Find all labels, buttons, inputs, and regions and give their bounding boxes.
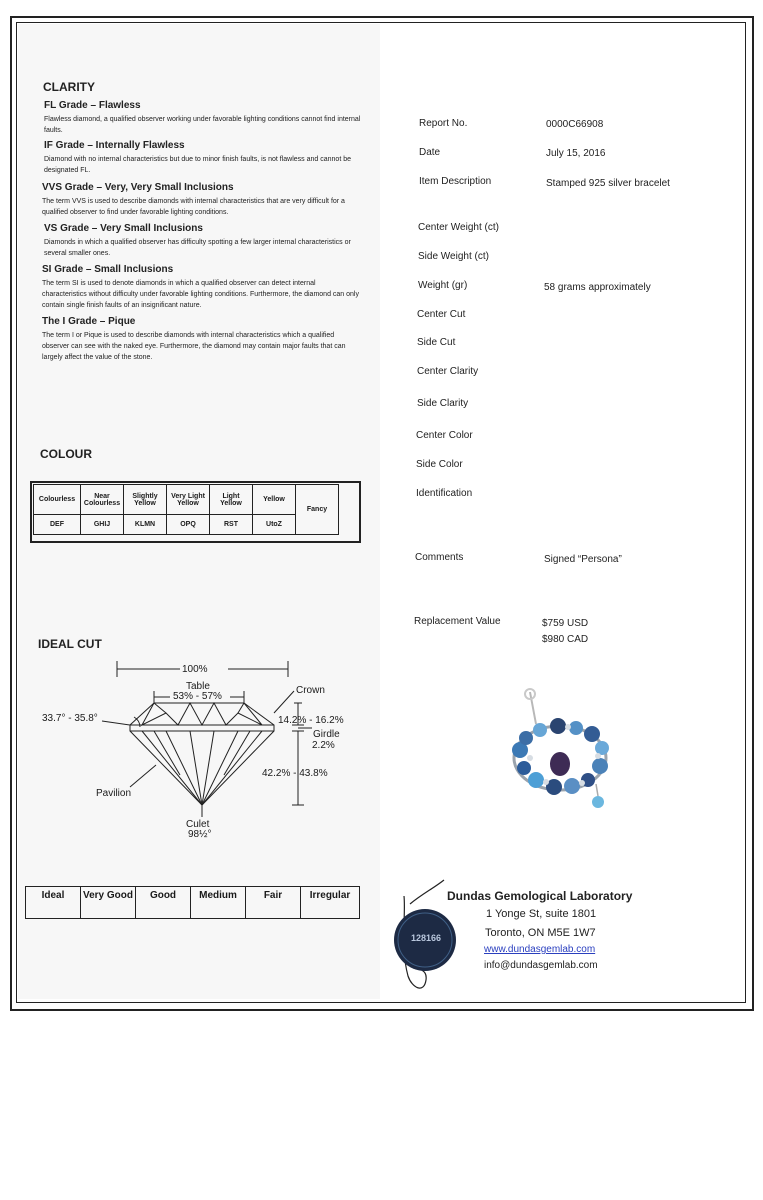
cut-grade-table bbox=[25, 886, 360, 919]
clarity-grade-si bbox=[42, 264, 362, 311]
lab-address-street: 1 Yonge St, suite 1801 bbox=[486, 908, 597, 920]
field-label-identification: Identification bbox=[416, 488, 473, 499]
cut-grade-cell: Fair bbox=[246, 887, 301, 919]
replacement-value-usd: $759 USD bbox=[542, 618, 589, 629]
field-label-side-color: Side Color bbox=[416, 459, 463, 470]
colour-heading: COLOUR bbox=[40, 447, 92, 461]
table-label: Table bbox=[186, 681, 210, 692]
cut-grade-cell: Irregular bbox=[301, 887, 360, 919]
grade-text: The term I or Pique is used to describe diamonds with internal characteristics which a qualified observer can see with the naked eye. Furthermore, the diamond may contain major faults that can largely affect the value of the stone. bbox=[42, 332, 346, 361]
colour-col-name: Slightly Yellow bbox=[124, 485, 167, 515]
grade-text: The term SI is used to denote diamonds in which a qualified observer can detect internal characteristics without difficulty under favorable lighting conditions. Furthermore, the diamond can only contain single finish faults of an insignificant nature. bbox=[42, 280, 359, 309]
crown-height-label: 14.2% - 16.2% bbox=[278, 715, 344, 726]
comments-value: Signed “Persona” bbox=[544, 554, 622, 565]
crown-leader bbox=[274, 691, 294, 713]
field-label-center-clarity: Center Clarity bbox=[417, 366, 479, 377]
field-label-report-no: Report No. bbox=[419, 118, 468, 129]
pavilion-leader bbox=[130, 765, 156, 787]
field-label-date: Date bbox=[419, 147, 441, 158]
colour-col-grades: GHIJ bbox=[81, 515, 124, 535]
field-label-center-color: Center Color bbox=[416, 430, 473, 441]
crown-label: Crown bbox=[296, 685, 325, 696]
grade-title: The I Grade – Pique bbox=[42, 316, 136, 327]
girdle-value-label: 2.2% bbox=[312, 740, 335, 751]
crown-angle-label: 33.7° - 35.8° bbox=[42, 713, 98, 724]
grade-title: VVS Grade – Very, Very Small Inclusions bbox=[42, 182, 234, 193]
colour-col-grades: UtoZ bbox=[253, 515, 296, 535]
grade-text: Diamonds in which a qualified observer has difficulty spotting a few larger internal characteristics or several smaller ones. bbox=[44, 239, 351, 257]
grade-title: SI Grade – Small Inclusions bbox=[42, 264, 174, 275]
grade-text: Diamond with no internal characteristics but due to minor finish faults, is not flawless and cannot be designated FL. bbox=[44, 156, 351, 174]
colour-col-grades: RST bbox=[210, 515, 253, 535]
colour-col-name: Colourless bbox=[34, 485, 81, 515]
lab-address-city: Toronto, ON M5E 1W7 bbox=[485, 927, 596, 939]
colour-col-name: Light Yellow bbox=[210, 485, 253, 515]
grade-title: IF Grade – Internally Flawless bbox=[44, 140, 185, 151]
table-range-label: 53% - 57% bbox=[173, 691, 222, 702]
colour-col-grades: OPQ bbox=[167, 515, 210, 535]
pavilion-depth-label: 42.2% - 43.8% bbox=[262, 768, 328, 779]
clarity-grade-fl bbox=[44, 100, 364, 136]
grade-title: VS Grade – Very Small Inclusions bbox=[44, 223, 203, 234]
grade-text: Flawless diamond, a qualified observer working under favorable lighting conditions cannot find internal faults. bbox=[44, 116, 361, 134]
clarity-grade-i bbox=[42, 316, 362, 363]
lab-website-link[interactable]: www.dundasgemlab.com bbox=[484, 944, 596, 955]
cut-grade-cell: Good bbox=[136, 887, 191, 919]
cut-grade-cell: Very Good bbox=[81, 887, 136, 919]
colour-col-grades: KLMN bbox=[124, 515, 167, 535]
replacement-value-label: Replacement Value bbox=[414, 616, 501, 627]
field-value-item-description: Stamped 925 silver bracelet bbox=[546, 178, 670, 189]
field-label-center-cut: Center Cut bbox=[417, 309, 466, 320]
girdle-label: Girdle bbox=[313, 729, 340, 740]
field-value-report-no: 0000C66908 bbox=[546, 119, 604, 130]
field-label-item-description: Item Description bbox=[419, 176, 492, 187]
culet-angle-label: 98½° bbox=[188, 829, 212, 840]
grade-title: FL Grade – Flawless bbox=[44, 100, 141, 111]
field-value-date: July 15, 2016 bbox=[546, 148, 606, 159]
ideal-cut-heading: IDEAL CUT bbox=[38, 637, 102, 651]
colour-col-name: Yellow bbox=[253, 485, 296, 515]
culet-label: Culet bbox=[186, 819, 210, 830]
field-label-weight-gr: Weight (gr) bbox=[418, 280, 468, 291]
field-label-side-clarity: Side Clarity bbox=[417, 398, 469, 409]
field-label-center-weight: Center Weight (ct) bbox=[418, 222, 499, 233]
comments-label: Comments bbox=[415, 552, 464, 563]
bracelet-photo bbox=[498, 684, 628, 816]
pavilion-label: Pavilion bbox=[96, 788, 132, 799]
lab-email: info@dundasgemlab.com bbox=[484, 960, 598, 971]
cut-grade-cell: Medium bbox=[191, 887, 246, 919]
colour-col-name: Near Colourless bbox=[81, 485, 124, 515]
cut-grade-cell: Ideal bbox=[26, 887, 81, 919]
seal-number: 128166 bbox=[410, 933, 442, 943]
clarity-heading: CLARITY bbox=[43, 80, 95, 94]
lab-name: Dundas Gemological Laboratory bbox=[447, 889, 633, 903]
colour-col-name: Fancy bbox=[296, 485, 339, 535]
replacement-value-cad: $980 CAD bbox=[542, 634, 589, 645]
colour-scale-table bbox=[33, 484, 339, 535]
colour-col-grades: DEF bbox=[34, 515, 81, 535]
clarity-grade-if bbox=[44, 140, 364, 176]
clarity-grade-vvs bbox=[42, 182, 362, 218]
field-value-weight-gr: 58 grams approximately bbox=[544, 282, 651, 293]
colour-col-name: Very Light Yellow bbox=[167, 485, 210, 515]
field-label-side-weight: Side Weight (ct) bbox=[418, 251, 489, 262]
diamond-outline bbox=[130, 703, 274, 805]
total-width-label: 100% bbox=[182, 664, 208, 675]
field-label-side-cut: Side Cut bbox=[417, 337, 456, 348]
clarity-grade-vs bbox=[44, 223, 364, 259]
grade-text: The term VVS is used to describe diamonds with internal characteristics that are very difficult for a qualified observer to find under favorable lighting conditions. bbox=[42, 198, 345, 216]
